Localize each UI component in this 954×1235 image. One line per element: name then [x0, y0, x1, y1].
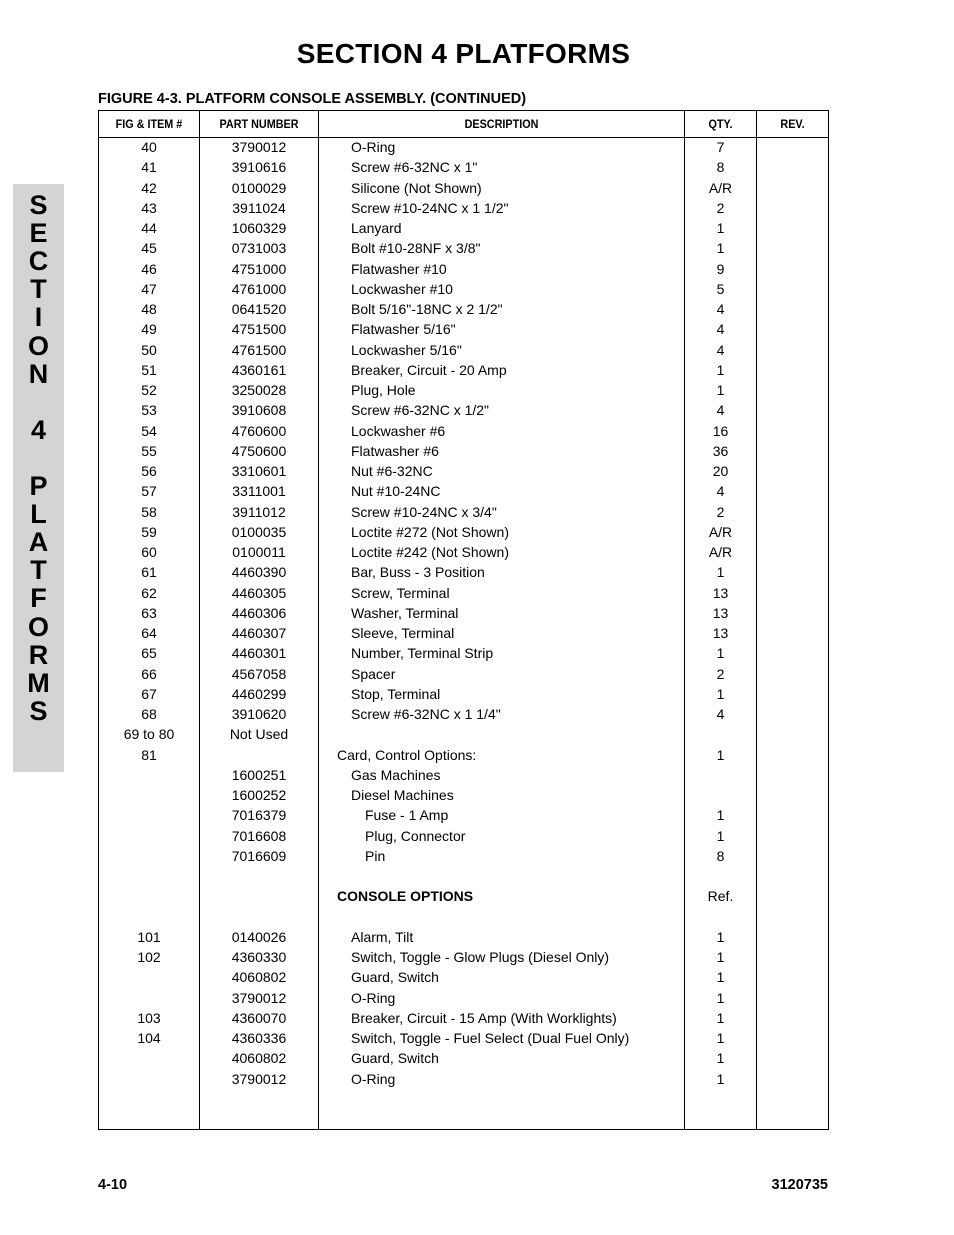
- page-number: 4-10: [98, 1177, 128, 1193]
- side-tab-letter: I: [34, 302, 43, 333]
- part-number-cell: 4760600: [231, 422, 287, 439]
- part-number-cell: 4460390: [231, 564, 287, 581]
- description-cell: Pin: [365, 847, 386, 864]
- description-cell: Spacer: [351, 665, 396, 682]
- qty-cell: 4: [716, 321, 725, 338]
- table-row: [99, 685, 828, 705]
- table-row: [99, 1070, 828, 1090]
- header-fig-item: FIG & ITEM #: [115, 117, 183, 131]
- qty-cell: 1: [716, 928, 725, 945]
- table-row: [99, 806, 828, 826]
- section-title: SECTION 4 PLATFORMS: [296, 38, 631, 69]
- qty-cell: 36: [712, 442, 729, 459]
- fig-item-cell: 52: [141, 382, 157, 398]
- part-number-cell: 4360336: [231, 1030, 287, 1046]
- qty-cell: 9: [716, 260, 725, 277]
- part-number-cell: 4761500: [231, 341, 287, 358]
- fig-item-cell: 42: [141, 179, 157, 196]
- fig-item-cell: 46: [141, 260, 157, 277]
- header-rev: REV.: [780, 117, 805, 131]
- table-row: [99, 928, 828, 948]
- description-cell: Lockwasher #10: [351, 280, 453, 297]
- description-cell: Guard, Switch: [351, 969, 439, 986]
- table-row: [99, 422, 828, 442]
- part-number-cell: 3911012: [232, 503, 286, 520]
- qty-cell: 2: [716, 199, 725, 216]
- qty-cell: 4: [716, 341, 725, 358]
- description-cell: Nut #10-24NC: [351, 483, 441, 500]
- part-number-cell: 3910616: [231, 159, 287, 176]
- qty-cell: 20: [712, 463, 729, 479]
- qty-cell: 8: [716, 847, 725, 864]
- qty-cell: 1: [716, 1009, 725, 1026]
- part-number-cell: 7016608: [231, 827, 287, 844]
- part-number-cell: 4567058: [231, 665, 287, 682]
- description-cell: Flatwasher #10: [351, 260, 447, 277]
- description-cell: Silicone (Not Shown): [351, 179, 482, 196]
- part-number-cell: 0100011: [232, 544, 286, 560]
- table-row: [99, 381, 828, 401]
- qty-cell: 1: [716, 1070, 725, 1087]
- qty-cell: 1: [716, 361, 725, 378]
- qty-cell: 13: [712, 604, 729, 621]
- part-number-cell: 0100035: [231, 523, 287, 540]
- part-number-cell: 4360330: [231, 949, 287, 965]
- qty-cell: 1: [716, 827, 725, 844]
- qty-cell: 1: [716, 746, 725, 763]
- table-row: [99, 300, 828, 320]
- description-cell: Nut #6-32NC: [351, 463, 433, 479]
- table-row: [99, 523, 828, 543]
- part-number-cell: 7016609: [231, 847, 287, 864]
- qty-cell: 4: [716, 483, 725, 500]
- description-cell: Switch, Toggle - Glow Plugs (Diesel Only): [351, 949, 610, 965]
- table-row: [99, 341, 828, 361]
- description-cell: Guard, Switch: [351, 1050, 439, 1067]
- fig-item-cell: 53: [141, 402, 157, 419]
- table-row: [99, 968, 828, 988]
- qty-cell: 2: [716, 503, 725, 520]
- header-qty: QTY.: [708, 117, 733, 131]
- description-cell: Number, Terminal Strip: [351, 645, 494, 662]
- part-number-cell: 4460305: [231, 584, 287, 601]
- table-row: [99, 462, 828, 482]
- fig-item-cell: 81: [141, 746, 157, 763]
- qty-cell: 1: [716, 220, 725, 236]
- table-row: [99, 867, 828, 887]
- table-row: [99, 138, 828, 158]
- description-cell: O-Ring: [351, 989, 396, 1006]
- table-row: [99, 908, 828, 928]
- fig-item-cell: 56: [141, 463, 157, 479]
- part-number-cell: 0100029: [231, 179, 287, 196]
- qty-cell: 13: [712, 584, 729, 601]
- table-row: [99, 725, 828, 745]
- qty-cell: Ref.: [707, 888, 734, 905]
- qty-cell: 1: [716, 685, 725, 702]
- part-number-cell: 4060802: [231, 969, 287, 986]
- fig-item-cell: 54: [141, 422, 157, 439]
- fig-item-cell: 59: [141, 523, 157, 540]
- fig-item-cell: 47: [141, 280, 157, 297]
- table-row: [99, 280, 828, 300]
- qty-cell: 4: [716, 402, 725, 419]
- fig-item-cell: 104: [137, 1030, 161, 1046]
- fig-item-cell: 41: [141, 159, 157, 176]
- fig-item-cell: 49: [141, 321, 157, 338]
- description-cell: Bar, Buss - 3 Position: [351, 564, 485, 581]
- part-number-cell: 0731003: [231, 240, 287, 257]
- description-cell: CONSOLE OPTIONS: [337, 888, 474, 905]
- figure-title: FIGURE 4-3. PLATFORM CONSOLE ASSEMBLY. (CONTINUED): [98, 91, 527, 107]
- fig-item-cell: 45: [141, 240, 157, 257]
- description-cell: Screw #6-32NC x 1": [351, 159, 478, 176]
- part-number-cell: 3250028: [231, 382, 287, 398]
- description-cell: Bolt #10-28NF x 3/8": [351, 240, 481, 257]
- qty-cell: A/R: [708, 523, 733, 540]
- description-cell: Breaker, Circuit - 15 Amp (With Worklights): [351, 1009, 617, 1026]
- part-number-cell: 3910620: [231, 706, 287, 722]
- header-part-number: PART NUMBER: [219, 117, 299, 131]
- part-number-cell: 4751500: [231, 321, 287, 338]
- description-cell: Screw #6-32NC x 1/2": [351, 402, 490, 419]
- side-tab-letter: M: [27, 667, 50, 698]
- part-number-cell: 4360070: [231, 1009, 287, 1026]
- document-number: 3120735: [771, 1177, 828, 1193]
- part-number-cell: 3910608: [231, 402, 287, 419]
- description-cell: Screw #10-24NC x 3/4": [351, 503, 497, 520]
- table-row: [99, 260, 828, 280]
- part-number-cell: 3790012: [231, 989, 287, 1006]
- fig-item-cell: 43: [141, 199, 157, 216]
- side-tab-letter: A: [28, 527, 49, 558]
- description-cell: Lanyard: [351, 220, 402, 236]
- fig-item-cell: 65: [141, 645, 157, 662]
- qty-cell: 1: [716, 949, 725, 965]
- table-row: [99, 847, 828, 867]
- table-row: [99, 199, 828, 219]
- fig-item-cell: 68: [141, 706, 157, 722]
- description-cell: Breaker, Circuit - 20 Amp: [351, 361, 507, 378]
- table-row: [99, 158, 828, 178]
- table-row: [99, 746, 828, 766]
- description-cell: Plug, Connector: [365, 827, 466, 844]
- description-cell: Diesel Machines: [351, 787, 454, 803]
- qty-cell: 1: [716, 240, 725, 257]
- table-row: [99, 239, 828, 259]
- side-tab-letter: T: [30, 274, 47, 305]
- description-cell: Lockwasher #6: [351, 422, 446, 439]
- table-row: [99, 543, 828, 563]
- part-number-cell: 0140026: [231, 928, 287, 945]
- header-description: DESCRIPTION: [464, 117, 539, 131]
- table-row: [99, 179, 828, 199]
- qty-cell: 1: [716, 989, 725, 1006]
- side-tab-letter: E: [29, 218, 48, 249]
- fig-item-cell: 58: [141, 503, 157, 520]
- qty-cell: 1: [716, 645, 725, 662]
- qty-cell: 16: [712, 422, 729, 439]
- part-number-cell: 0641520: [231, 301, 287, 317]
- qty-cell: 1: [716, 1030, 725, 1046]
- fig-item-cell: 48: [141, 301, 157, 317]
- section-side-tab: [13, 184, 64, 772]
- description-cell: O-Ring: [351, 139, 396, 155]
- part-number-cell: 4460301: [231, 645, 287, 662]
- table-row: [99, 320, 828, 340]
- table-row: [99, 1049, 828, 1069]
- table-row: [99, 401, 828, 421]
- description-cell: Loctite #272 (Not Shown): [351, 523, 509, 540]
- side-tab-letter: O: [27, 611, 49, 642]
- side-tab-letter: C: [28, 246, 49, 277]
- table-row: [99, 827, 828, 847]
- side-tab-letter: S: [29, 190, 48, 220]
- side-tab-letter: L: [30, 499, 47, 530]
- fig-item-cell: 67: [141, 685, 157, 702]
- part-number-cell: 3310601: [231, 463, 287, 479]
- description-cell: Switch, Toggle - Fuel Select (Dual Fuel Only): [351, 1030, 630, 1046]
- qty-cell: 1: [716, 564, 725, 581]
- qty-cell: 4: [716, 706, 725, 722]
- part-number-cell: 3790012: [231, 1070, 287, 1087]
- part-number-cell: Not Used: [229, 726, 289, 743]
- fig-item-cell: 64: [141, 625, 157, 641]
- qty-cell: 5: [716, 280, 725, 297]
- table-row: [99, 482, 828, 502]
- table-row: [99, 361, 828, 381]
- fig-item-cell: 44: [141, 220, 157, 236]
- table-row: [99, 563, 828, 583]
- table-row: [99, 219, 828, 239]
- description-cell: Loctite #242 (Not Shown): [351, 544, 509, 560]
- part-number-cell: 7016379: [231, 807, 287, 824]
- description-cell: Alarm, Tilt: [351, 928, 414, 945]
- side-tab-letter: P: [29, 471, 48, 501]
- qty-cell: 8: [716, 159, 725, 176]
- qty-cell: 1: [716, 969, 725, 986]
- table-row: [99, 604, 828, 624]
- table-row: [99, 665, 828, 685]
- fig-item-cell: 60: [141, 544, 157, 560]
- description-cell: Gas Machines: [351, 766, 441, 783]
- qty-cell: 1: [716, 1050, 725, 1067]
- fig-item-cell: 62: [141, 584, 157, 601]
- fig-item-cell: 50: [141, 341, 157, 358]
- description-cell: Lockwasher 5/16": [351, 341, 462, 358]
- fig-item-cell: 40: [141, 139, 157, 155]
- table-row: [99, 705, 828, 725]
- table-row: [99, 989, 828, 1009]
- part-number-cell: 4460299: [231, 685, 287, 702]
- fig-item-cell: 63: [141, 604, 157, 621]
- side-tab-letter: T: [30, 555, 47, 586]
- description-cell: Flatwasher #6: [351, 442, 439, 459]
- description-cell: O-Ring: [351, 1070, 396, 1087]
- table-row: [99, 644, 828, 664]
- qty-cell: 13: [712, 625, 729, 641]
- part-number-cell: 4761000: [231, 280, 287, 297]
- table-row: [99, 1009, 828, 1029]
- fig-item-cell: 101: [137, 928, 161, 945]
- fig-item-cell: 55: [141, 442, 157, 459]
- table-row: [99, 624, 828, 644]
- part-number-cell: 1600252: [231, 787, 287, 803]
- description-cell: Plug, Hole: [351, 382, 416, 398]
- fig-item-cell: 69 to 80: [123, 726, 175, 743]
- description-cell: Bolt 5/16"-18NC x 2 1/2": [351, 301, 503, 317]
- table-row: [99, 887, 828, 907]
- description-cell: Washer, Terminal: [351, 604, 459, 621]
- qty-cell: A/R: [708, 544, 733, 560]
- qty-cell: 1: [716, 807, 725, 824]
- qty-cell: 1: [716, 382, 725, 398]
- description-cell: Screw #10-24NC x 1 1/2": [351, 199, 509, 216]
- part-number-cell: 3911024: [232, 199, 286, 216]
- fig-item-cell: 57: [141, 483, 157, 500]
- table-row: [99, 948, 828, 968]
- side-tab-letter: O: [27, 330, 49, 361]
- table-row: [99, 442, 828, 462]
- side-tab-letter: F: [30, 583, 47, 614]
- parts-table: [98, 110, 829, 1130]
- qty-cell: 4: [716, 301, 725, 317]
- table-row: [99, 1029, 828, 1049]
- fig-item-cell: 102: [137, 949, 161, 965]
- qty-cell: 7: [716, 139, 725, 155]
- qty-cell: A/R: [708, 179, 733, 196]
- part-number-cell: 1600251: [231, 766, 287, 783]
- table-row: [99, 766, 828, 786]
- side-tab-letter: N: [28, 358, 49, 389]
- fig-item-cell: 103: [137, 1009, 161, 1026]
- part-number-cell: 1060329: [231, 220, 287, 236]
- part-number-cell: 4060802: [231, 1050, 287, 1067]
- description-cell: Stop, Terminal: [351, 685, 441, 702]
- part-number-cell: 4750600: [231, 442, 287, 459]
- part-number-cell: 3790012: [231, 139, 287, 155]
- side-tab-letter: R: [28, 639, 49, 670]
- part-number-cell: 4360161: [231, 361, 287, 378]
- side-tab-letter: S: [29, 695, 48, 726]
- side-tab-letter: 4: [30, 414, 47, 445]
- part-number-cell: 4460307: [231, 625, 287, 641]
- table-row: [99, 503, 828, 523]
- fig-item-cell: 66: [141, 665, 157, 682]
- description-cell: Card, Control Options:: [337, 746, 477, 763]
- part-number-cell: 3311001: [232, 483, 286, 500]
- part-number-cell: 4460306: [231, 604, 287, 621]
- table-row: [99, 786, 828, 806]
- fig-item-cell: 51: [141, 361, 157, 378]
- description-cell: Screw, Terminal: [351, 584, 450, 601]
- description-cell: Screw #6-32NC x 1 1/4": [351, 706, 501, 722]
- description-cell: Fuse - 1 Amp: [365, 807, 449, 824]
- description-cell: Flatwasher 5/16": [351, 321, 456, 338]
- table-row: [99, 584, 828, 604]
- fig-item-cell: 61: [141, 564, 157, 581]
- qty-cell: 2: [716, 665, 725, 682]
- description-cell: Sleeve, Terminal: [351, 625, 455, 641]
- part-number-cell: 4751000: [231, 260, 287, 277]
